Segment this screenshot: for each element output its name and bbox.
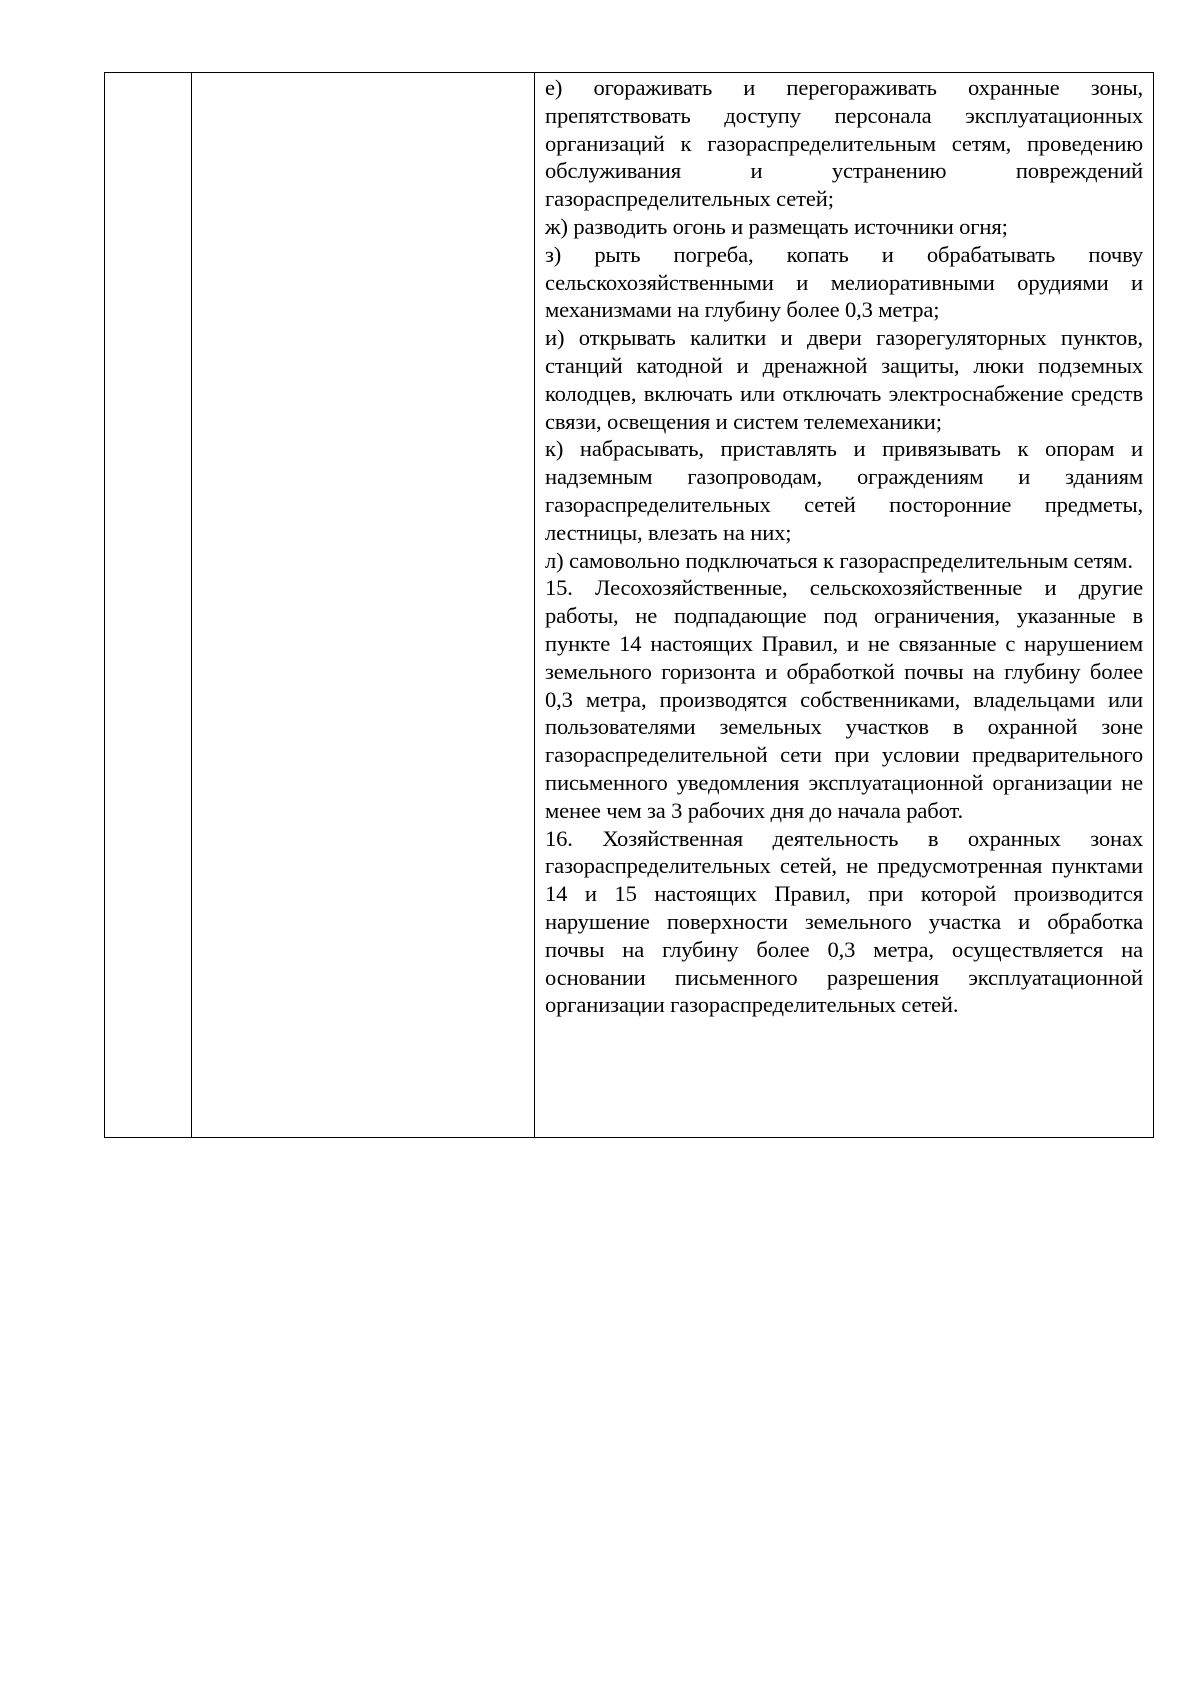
paragraph-item-i: и) открывать калитки и двери газорегуляторных пунктов, станций катодной и дренажной защиты, люки подземных колодцев, включать или отключать электроснабжение средств связи, освещения и систем телемеханики; xyxy=(545,325,1143,434)
paragraph-item-l: л) самовольно подключаться к газораспределительным сетям. xyxy=(545,547,1133,573)
table-cell-number xyxy=(105,73,192,1137)
paragraph-clause-16: 16. Хозяйственная деятельность в охранных зонах газораспределительных сетей, не предусмотренная пунктами 14 и 15 настоящих Правил, при которой производится нарушение поверхности земельного участка и обработка почвы на глубину более 0,3 метра, осуществляется на основании письменного разрешения эксплуатационной организации газораспределительных сетей. xyxy=(545,825,1143,1018)
table-cell-section xyxy=(192,73,535,1137)
paragraph-item-z: з) рыть погреба, копать и обрабатывать почву сельскохозяйственными и мелиоративными орудиями и механизмами на глубину более 0,3 метра; xyxy=(545,241,1143,323)
table-cell-text xyxy=(535,73,1153,1137)
paragraph-item-k: к) набрасывать, приставлять и привязывать к опорам и надземным газопроводам, ограждениям и зданиям газораспределительных сетей посторонние предметы, лестницы, влезать на них; xyxy=(545,436,1143,545)
paragraph-clause-15: 15. Лесохозяйственные, сельскохозяйственные и другие работы, не подпадающие под ограничения, указанные в пункте 14 настоящих Правил, и не связанные с нарушением земельного горизонта и обработкой почвы на глубину более 0,3 метра, производятся собственниками, владельцами или пользователями земельных участков в охранной зоне газораспределительной сети при условии предварительного письменного уведомления эксплуатационной организации не менее чем за 3 рабочих дня до начала работ. xyxy=(545,575,1143,823)
paragraph-item-zh: ж) разводить огонь и размещать источники огня; xyxy=(545,213,1008,239)
paragraph-item-e: е) огораживать и перегораживать охранные зоны, препятствовать доступу персонала эксплуатационных организаций к газораспределительным сетям, проведению обслуживания и устранению повреждений газораспределительных сетей; xyxy=(545,75,1143,212)
regulations-table xyxy=(104,72,1154,1138)
